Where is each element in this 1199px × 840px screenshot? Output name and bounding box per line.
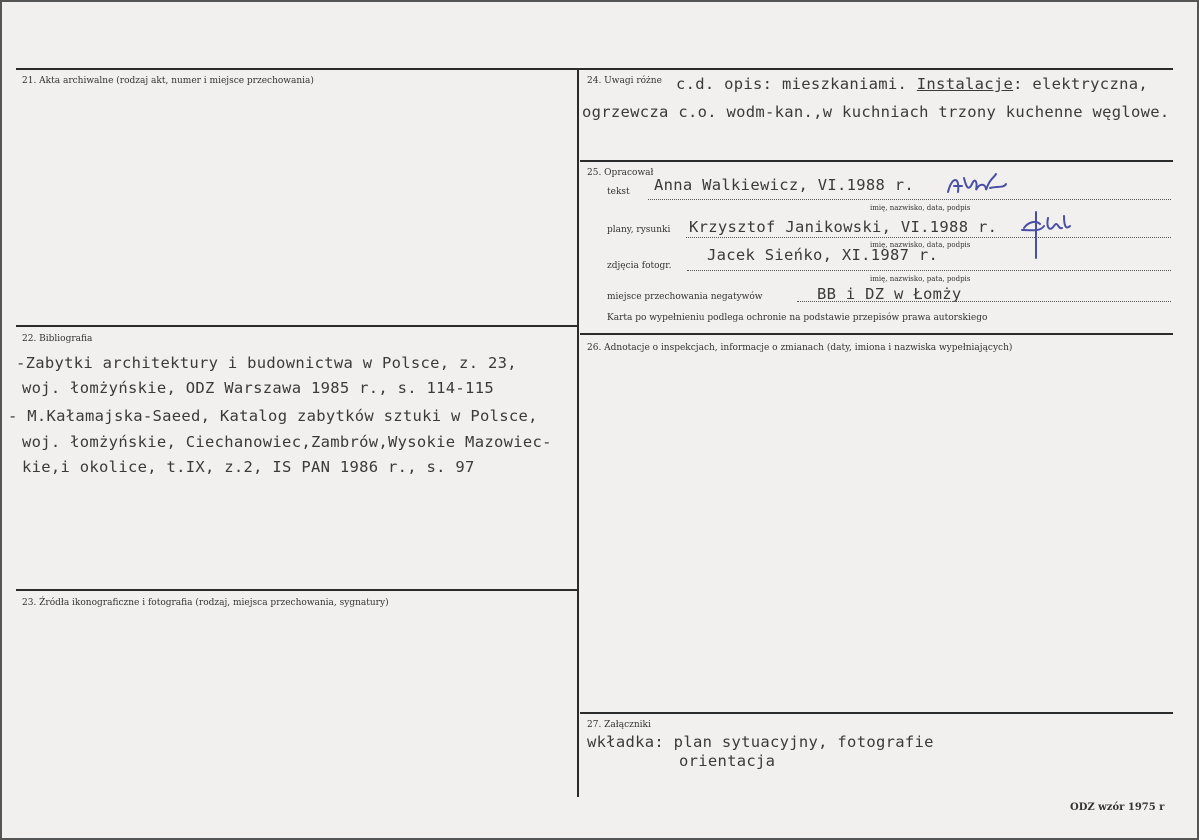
zdjecia-dotted-line (687, 270, 1171, 271)
rule-26-27 (580, 712, 1173, 714)
attachments-line-1: wkładka: plan sytuacyjny, fotografie (587, 733, 934, 751)
section-25-label: 25. Opracował (587, 168, 654, 178)
remarks-line-1 (676, 75, 1148, 93)
zdjecia-caption: imię, nazwisko, pata, podpis (870, 275, 971, 283)
section-22-label: 22. Bibliografia (22, 334, 93, 344)
remarks-text-a: c.d. opis: mieszkaniami. (676, 75, 917, 93)
plany-label: plany, rysunki (607, 225, 671, 235)
tekst-dotted-line (648, 199, 1171, 200)
attachments-line-2: orientacja (679, 752, 776, 770)
section-27-label: 27. Załączniki (587, 720, 651, 730)
bibliography-line: -Zabytki architektury i budownictwa w Polsce, z. 23, (16, 354, 517, 372)
bibliography-line: woj. łomżyńskie, ODZ Warszawa 1985 r., s. 114-115 (22, 379, 494, 397)
zdjecia-value: Jacek Sieńko, XI.1987 r. (707, 246, 939, 264)
remarks-installations: Instalacje (916, 75, 1014, 93)
section-21-label: 21. Akta archiwalne (rodzaj akt, numer i miejsce przechowania) (22, 76, 314, 86)
rule-21-22 (16, 325, 577, 327)
rule-24-25 (580, 160, 1173, 162)
section-23-label: 23. Źródła ikonograficzne i fotografia (rodzaj, miejsca przechowania, sygnatury) (22, 598, 389, 608)
section-24-label: 24. Uwagi różne (587, 76, 662, 86)
remarks-text-c: : elektryczna, (1013, 75, 1148, 93)
remarks-line-2: ogrzewcza c.o. wodm-kan.,w kuchniach trzony kuchenne węglowe. (582, 103, 1170, 121)
plany-dotted-line (686, 237, 1171, 238)
bibliography-line: - M.Kałamajska-Saeed, Katalog zabytków sztuki w Polsce, (8, 407, 538, 425)
zdjecia-label: zdjęcia fotogr. (607, 261, 672, 271)
rule-22-23 (16, 589, 577, 591)
bibliography-line: woj. łomżyńskie, Ciechanowiec,Zambrów,Wysokie Mazowiec- (22, 433, 552, 451)
plany-value: Krzysztof Janikowski, VI.1988 r. (689, 218, 998, 236)
form-footer: ODZ wzór 1975 r (1070, 802, 1165, 813)
tekst-caption: imię, nazwisko, data, podpis (870, 204, 971, 212)
plany-caption: imię, nazwisko, data, podpis (870, 241, 971, 249)
rule-25-26 (580, 333, 1173, 335)
miejsce-dotted-line (797, 301, 1171, 302)
tekst-value: Anna Walkiewicz, VI.1988 r. (654, 176, 915, 194)
signature-walkiewicz (942, 170, 1012, 198)
miejsce-label: miejsce przechowania negatywów (607, 292, 763, 302)
signature-janikowski (1014, 208, 1080, 260)
miejsce-value: BB i DZ w Łomży (817, 285, 962, 303)
section-26-label: 26. Adnotacje o inspekcjach, informacje o zmianach (daty, imiona i nazwiska wypełniających) (587, 343, 1013, 353)
top-rule (16, 68, 1173, 70)
tekst-label: tekst (607, 187, 630, 197)
center-rule (577, 68, 579, 797)
bibliography-line: kie,i okolice, t.IX, z.2, IS PAN 1986 r., s. 97 (22, 458, 475, 476)
copyright-note: Karta po wypełnieniu podlega ochronie na podstawie przepisów prawa autorskiego (607, 313, 988, 323)
